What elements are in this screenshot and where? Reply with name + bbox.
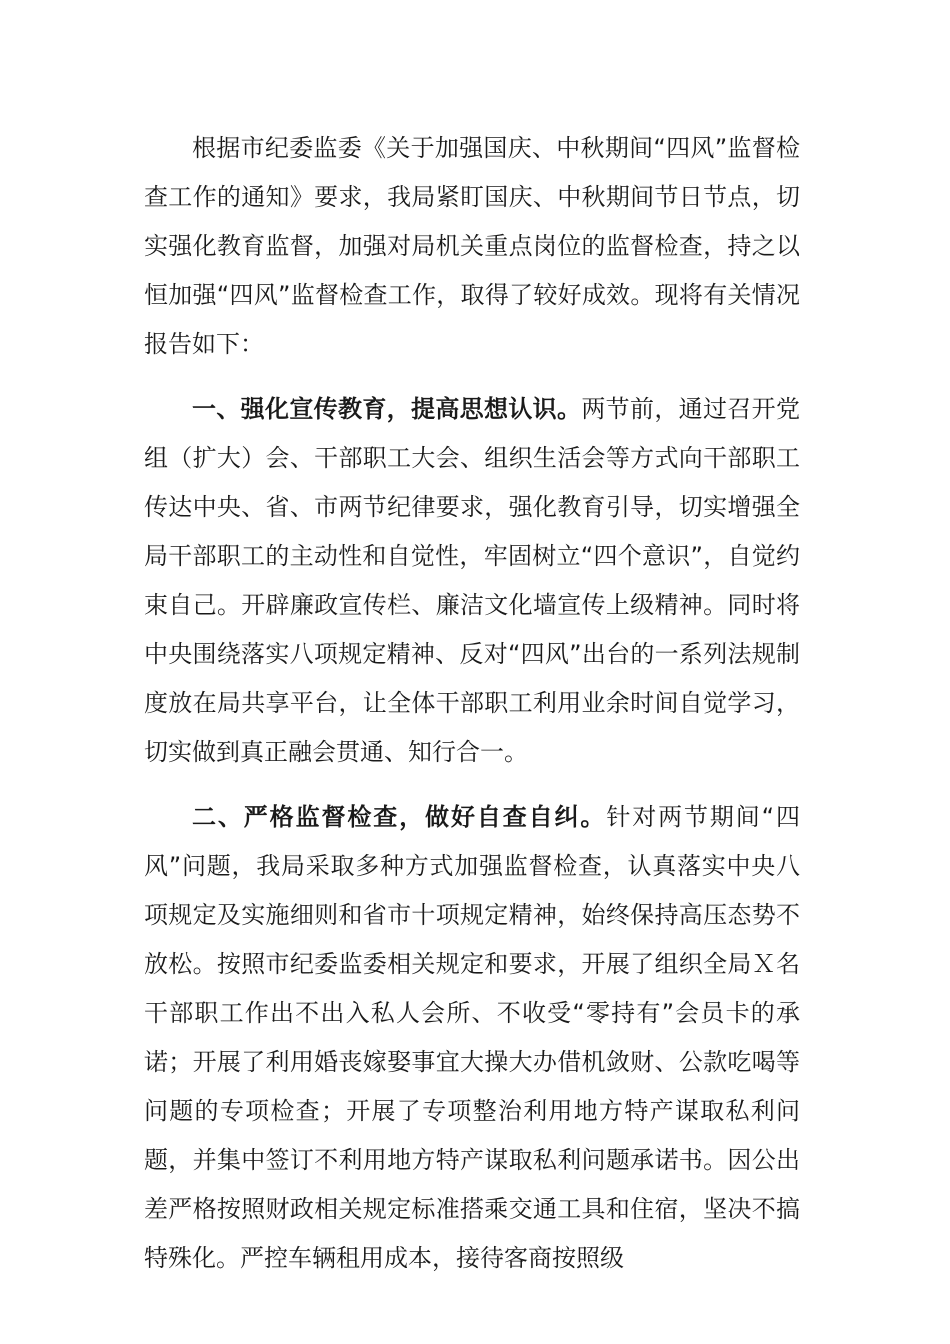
section-two-heading: 二、严格监督检查，做好自查自纠。 (192, 803, 607, 831)
paragraph-section-two (144, 793, 800, 1283)
paragraph-intro (144, 124, 800, 369)
section-two-text: 针对两节期间“四风”问题，我局采取多种方式加强监督检查，认真落实中央八项规定及实施细则和省市十项规定精神，始终保持高压态势不放松。按照市纪委监委相关规定和要求，开展了组织全局Ｘ名干部职工作出不出入私人会所、不收受“零持有”会员卡的承诺；开展了利用婚丧嫁娶事宜大操大办借机敛财、公款吃喝等问题的专项检查；开展了专项整治利用地方特产谋取私利问题，并集中签订不利用地方特产谋取私利问题承诺书。因公出差严格按照财政相关规定标准搭乘交通工具和住宿，坚决不搞特殊化。严控车辆租用成本，接待客商按照级 (144, 803, 801, 1272)
paragraph-intro-text: 根据市纪委监委《关于加强国庆、中秋期间“四风”监督检查工作的通知》要求，我局紧盯国庆、中秋期间节日节点，切实强化教育监督，加强对局机关重点岗位的监督检查，持之以恒加强“四风”监督检查工作，取得了较好成效。现将有关情况报告如下： (144, 134, 800, 358)
section-one-heading: 一、强化宣传教育，提高思想认识。 (192, 395, 582, 423)
document-body (144, 124, 800, 1299)
section-one-text: 两节前，通过召开党组（扩大）会、干部职工大会、组织生活会等方式向干部职工传达中央、省、市两节纪律要求，强化教育引导，切实增强全局干部职工的主动性和自觉性，牢固树立“四个意识”，自觉约束自己。开辟廉政宣传栏、廉洁文化墙宣传上级精神。同时将中央围绕落实八项规定精神、反对“四风”出台的一系列法规制度放在局共享平台，让全体干部职工利用业余时间自觉学习，切实做到真正融会贯通、知行合一。 (144, 395, 801, 766)
paragraph-section-one (144, 385, 800, 777)
